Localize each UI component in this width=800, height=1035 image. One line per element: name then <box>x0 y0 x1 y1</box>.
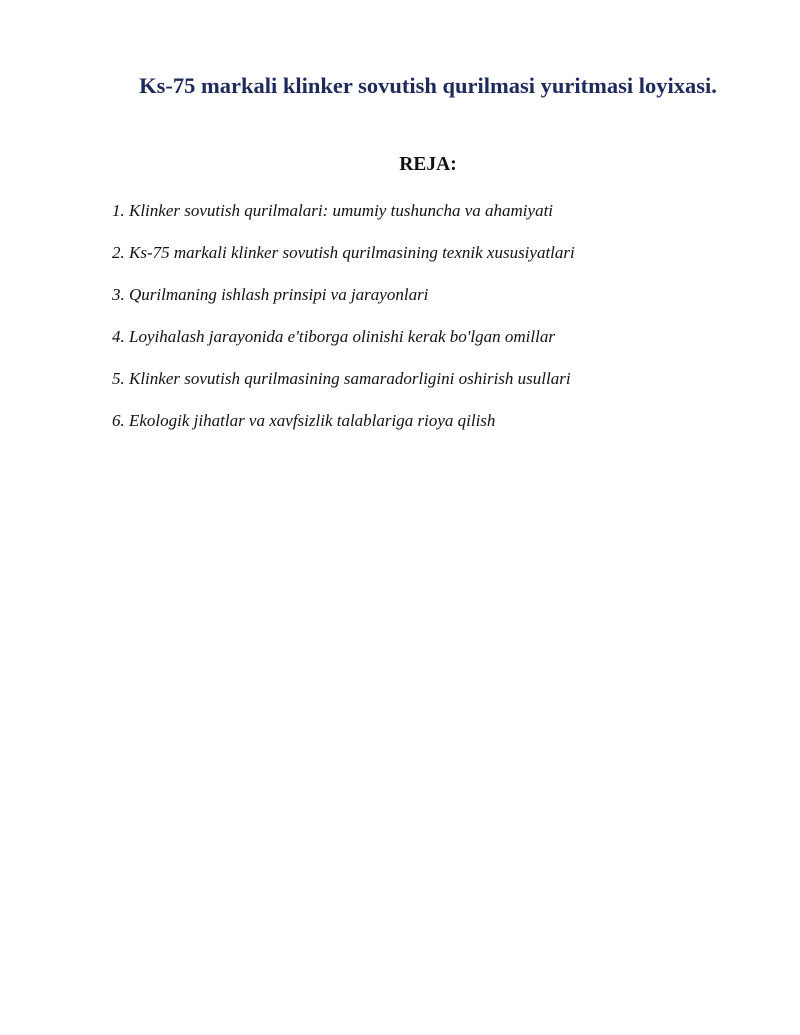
plan-list <box>112 200 575 452</box>
plan-heading: REJA: <box>399 154 457 175</box>
plan-item-2: 2. Ks-75 markali klinker sovutish qurilmasining texnik xususiyatlari <box>112 243 575 262</box>
document-title: Ks-75 markali klinker sovutish qurilmasi yuritmasi loyixasi. <box>139 73 717 98</box>
plan-item-6: 6. Ekologik jihatlar va xavfsizlik talablariga rioya qilish <box>112 411 496 430</box>
plan-item-4: 4. Loyihalash jarayonida e'tiborga olinishi kerak bo'lgan omillar <box>112 327 555 346</box>
plan-item-5: 5. Klinker sovutish qurilmasining samaradorligini oshirish usullari <box>112 369 571 388</box>
plan-item-3: 3. Qurilmaning ishlash prinsipi va jarayonlari <box>112 285 429 304</box>
plan-item-1: 1. Klinker sovutish qurilmalari: umumiy tushuncha va ahamiyati <box>112 201 554 220</box>
